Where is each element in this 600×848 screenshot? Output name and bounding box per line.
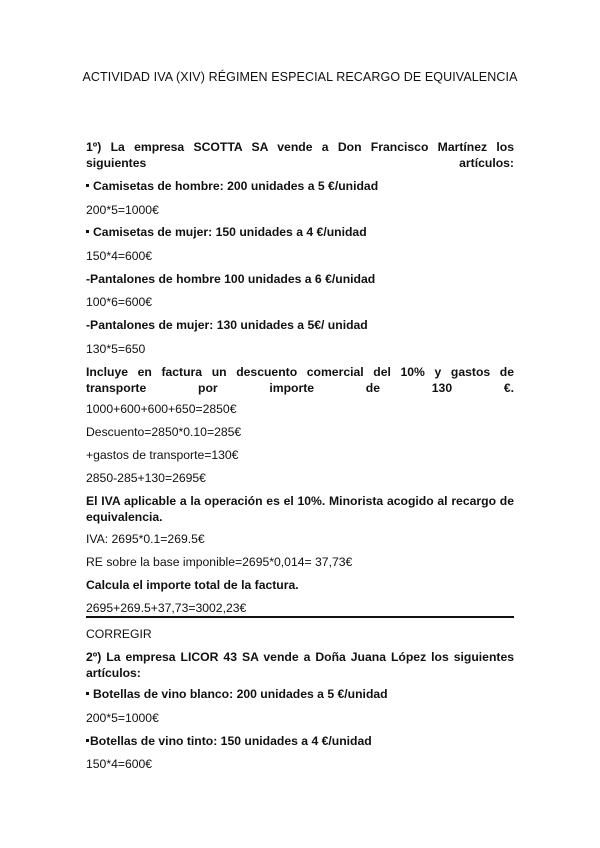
item-text: Camisetas de hombre: 200 unidades a 5 €/unidad: [93, 179, 379, 193]
exercise-1-calc-4: 130*5=650: [86, 342, 146, 356]
exercise-1-iva-calc: IVA: 2695*0.1=269.5€: [86, 532, 205, 546]
exercise-1-calc-1: 200*5=1000€: [86, 203, 159, 217]
exercise-1-sum: 1000+600+600+650=2850€: [86, 402, 237, 416]
exercise-2-item-1: [86, 686, 514, 702]
exercise-2-statement: 2º) La empresa LICOR 43 SA vende a Doña Juana López los siguientes artículos:: [86, 650, 514, 680]
bullet-icon: [86, 184, 89, 187]
exercise-1-iva-text: El IVA aplicable a la operación es el 10%. Minorista acogido al recargo de equivalencia.: [86, 494, 514, 524]
item-text: Camisetas de mujer: 150 unidades a 4 €/unidad: [93, 225, 367, 239]
item-text: Botellas de vino blanco: 200 unidades a 5 €/unidad: [93, 687, 388, 701]
section-divider: [86, 616, 514, 618]
exercise-1-calc-3: 100*6=600€: [86, 295, 153, 309]
corregir-label: CORREGIR: [86, 627, 152, 641]
exercise-2-calc-2: 150*4=600€: [86, 757, 153, 771]
bullet-icon: [86, 692, 89, 695]
bullet-icon: [86, 739, 89, 742]
exercise-1-base: 2850-285+130=2695€: [86, 471, 206, 485]
exercise-1-descuento: Descuento=2850*0.10=285€: [86, 425, 242, 439]
exercise-1-re-calc: RE sobre la base imponible=2695*0,014= 37,73€: [86, 555, 353, 569]
exercise-1-total-question: Calcula el importe total de la factura.: [86, 578, 299, 592]
exercise-1-item-3: -Pantalones de hombre 100 unidades a 6 €/unidad: [86, 272, 376, 286]
exercise-1-item-1: [86, 178, 514, 194]
document-title: ACTIVIDAD IVA (XIV) RÉGIMEN ESPECIAL RECARGO DE EQUIVALENCIA: [82, 70, 518, 84]
exercise-2-item-2: [86, 733, 514, 749]
exercise-1-statement: 1º) La empresa SCOTTA SA vende a Don Francisco Martínez los siguientes artículos:: [86, 140, 514, 170]
exercise-1-calc-2: 150*4=600€: [86, 249, 153, 263]
exercise-1-item-2: [86, 224, 514, 240]
item-text: Botellas de vino tinto: 150 unidades a 4 €/unidad: [90, 734, 372, 748]
exercise-1-total-calc: 2695+269.5+37,73=3002,23€: [86, 601, 247, 615]
bullet-icon: [86, 230, 89, 233]
exercise-1-item-4: -Pantalones de mujer: 130 unidades a 5€/ unidad: [86, 318, 368, 332]
exercise-2-calc-1: 200*5=1000€: [86, 711, 159, 725]
exercise-1-discount-text: Incluye en factura un descuento comercial del 10% y gastos de transporte por importe de 130 €.: [86, 365, 514, 395]
exercise-1-transporte: +gastos de transporte=130€: [86, 448, 239, 462]
